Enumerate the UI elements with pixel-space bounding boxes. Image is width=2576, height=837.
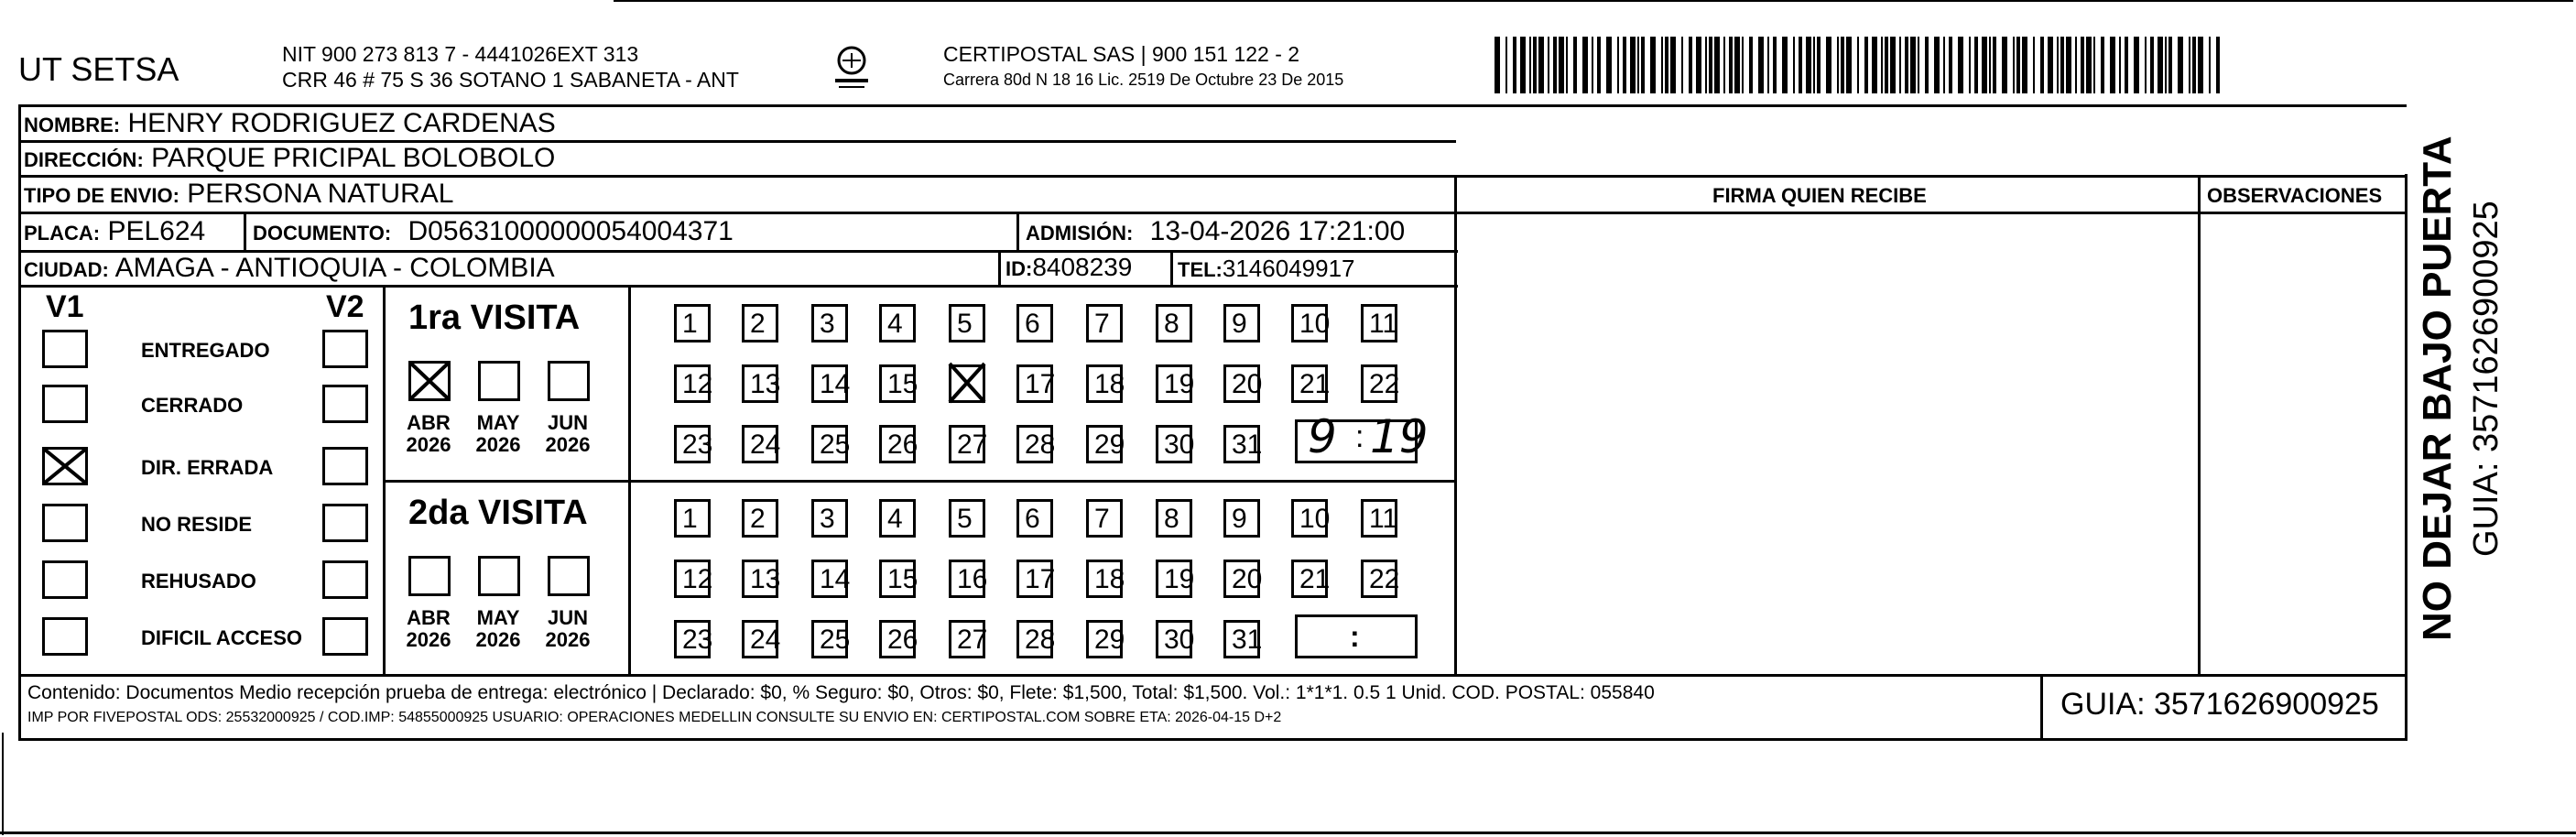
v2-checkbox[interactable]: [322, 385, 368, 423]
doc-admision-line: [1016, 212, 1019, 250]
visit-divider: [383, 480, 1456, 483]
barcode-bar: [1773, 37, 1777, 93]
barcode-bar: [1538, 37, 1544, 93]
day-box[interactable]: 4: [879, 304, 916, 342]
day-box[interactable]: 22: [1361, 560, 1397, 598]
day-box[interactable]: 1: [674, 499, 711, 538]
barcode-bar: [1749, 37, 1753, 93]
obs-left-line: [2198, 175, 2201, 675]
barcode-bar: [1689, 37, 1692, 93]
barcode-bar: [2178, 37, 2183, 93]
barcode-bar: [1505, 37, 1507, 93]
day-box[interactable]: 8: [1156, 304, 1192, 342]
time-separator: :: [1355, 419, 1364, 454]
day-box[interactable]: 10: [1291, 499, 1328, 538]
barcode-bar: [2016, 37, 2020, 93]
barcode-bar: [1846, 37, 1852, 93]
day-box[interactable]: 5: [949, 499, 985, 538]
no-dejar-warning: NO DEJAR BAJO PUERTA: [2415, 136, 2460, 641]
firma-left-line: [1454, 175, 1457, 675]
nombre-label: NOMBRE:: [24, 114, 121, 136]
scan-top-line: [614, 0, 2573, 2]
placa-doc-line: [244, 212, 246, 250]
month-name: JUN: [547, 606, 588, 629]
barcode-bar: [1513, 37, 1516, 93]
barcode-bar: [2192, 37, 2196, 93]
barcode-bar: [1881, 37, 1883, 93]
status-label: CERRADO: [141, 394, 244, 417]
day-box[interactable]: 19: [1156, 560, 1192, 598]
day-box[interactable]: 7: [1086, 304, 1123, 342]
barcode-bar: [1857, 37, 1859, 93]
barcode-bar: [1949, 37, 1952, 93]
barcode-bar: [2075, 37, 2077, 93]
nit-line-1: NIT 900 273 813 7 - 4441026EXT 313: [282, 42, 639, 66]
month-label: [540, 412, 595, 456]
barcode-bar: [2013, 37, 2015, 93]
month-name: ABR: [407, 606, 451, 629]
day-box[interactable]: 27: [949, 620, 985, 658]
month-label: [471, 607, 526, 651]
day-box[interactable]: 14: [811, 364, 848, 403]
day-box[interactable]: 31: [1223, 425, 1260, 463]
barcode-bar: [1837, 37, 1839, 93]
scan-left-edge: [2, 733, 4, 835]
day-box[interactable]: 30: [1156, 620, 1192, 658]
day-box[interactable]: 10: [1291, 304, 1328, 342]
direccion-field: [24, 145, 555, 172]
v2-checkbox[interactable]: [322, 560, 368, 599]
day-box[interactable]: 24: [742, 620, 778, 658]
month-year: 2026: [406, 628, 451, 652]
day-box[interactable]: 6: [1016, 499, 1053, 538]
row-line-3: [18, 212, 2407, 214]
month-label: [471, 412, 526, 456]
placa-field: [24, 218, 205, 245]
barcode-bar: [1729, 37, 1733, 93]
day-box[interactable]: 24: [742, 425, 778, 463]
day-box[interactable]: 15: [879, 364, 916, 403]
barcode-bar: [1661, 37, 1663, 93]
v1-header: V1: [46, 289, 84, 324]
id-label: ID:: [1005, 257, 1033, 280]
barcode-bar: [1553, 37, 1557, 93]
barcode-bar: [2033, 37, 2035, 93]
status-label: NO RESIDE: [141, 513, 253, 536]
day-box[interactable]: 25: [811, 620, 848, 658]
admision-value: 13-04-2026 17:21:00: [1149, 216, 1406, 246]
day-box[interactable]: 2: [742, 304, 778, 342]
month-year: 2026: [545, 628, 591, 652]
day-box[interactable]: 11: [1361, 304, 1397, 342]
admision-label: ADMISIÓN:: [1026, 222, 1134, 245]
v2-checkbox[interactable]: [322, 504, 368, 542]
v2-header: V2: [326, 289, 364, 324]
day-box[interactable]: 25: [811, 425, 848, 463]
barcode-bar: [2168, 37, 2172, 93]
barcode-bar: [1969, 37, 1971, 93]
month-year: 2026: [475, 628, 521, 652]
tipo-field: [24, 180, 453, 208]
row-line-2: [18, 175, 2407, 178]
day-box[interactable]: 23: [674, 620, 711, 658]
barcode-bar: [1592, 37, 1593, 93]
barcode-bar: [1934, 37, 1940, 93]
day-box[interactable]: 9: [1223, 304, 1260, 342]
nombre-field: [24, 110, 556, 137]
time-hour: 9: [1308, 410, 1337, 463]
day-box[interactable]: 13: [742, 560, 778, 598]
barcode-bar: [1670, 37, 1676, 93]
barcode-bar: [2057, 37, 2059, 93]
barcode-bar: [1993, 37, 1996, 93]
day-box[interactable]: 12: [674, 364, 711, 403]
documento-label: DOCUMENTO:: [253, 222, 392, 245]
frame-left: [18, 104, 21, 740]
id-tel-line: [1170, 250, 1173, 285]
month-checkbox[interactable]: [478, 556, 520, 596]
barcode-bar: [1566, 37, 1568, 93]
barcode-bar: [1637, 37, 1639, 93]
tel-label: TEL:: [1178, 258, 1223, 281]
documento-value: D05631000000054004371: [408, 216, 734, 246]
barcode-bar: [1548, 37, 1549, 93]
status-label: DIFICIL ACCESO: [141, 626, 303, 649]
time-minute: 19: [1370, 410, 1429, 463]
barcode-bar: [1826, 37, 1831, 93]
barcode-bar: [1890, 37, 1896, 93]
month-name: JUN: [547, 411, 588, 434]
v1-check-mark: [42, 447, 88, 485]
day-box[interactable]: 14: [811, 560, 848, 598]
barcode-bar: [2158, 37, 2163, 93]
barcode-bar: [1782, 37, 1788, 93]
month-checkbox[interactable]: [408, 556, 451, 596]
ciudad-id-line: [998, 250, 1001, 285]
day-box[interactable]: 20: [1223, 560, 1260, 598]
day-box[interactable]: 28: [1016, 425, 1053, 463]
barcode-bar: [2101, 37, 2104, 93]
direccion-value: PARQUE PRICIPAL BOLOBOLO: [151, 143, 556, 173]
day-box[interactable]: 12: [674, 560, 711, 598]
direccion-label: DIRECCIÓN:: [24, 148, 144, 171]
day-box[interactable]: 5: [949, 304, 985, 342]
barcode-bar: [1734, 37, 1740, 93]
barcode-bar: [1529, 37, 1531, 93]
barcode-bar: [1806, 37, 1811, 93]
v2-checkbox[interactable]: [322, 330, 368, 368]
tipo-label: TIPO DE ENVIO:: [24, 184, 179, 207]
day-box[interactable]: 21: [1291, 364, 1328, 403]
day-box[interactable]: 29: [1086, 425, 1123, 463]
day-box[interactable]: 1: [674, 304, 711, 342]
day-box[interactable]: 2: [742, 499, 778, 538]
month-year: 2026: [475, 433, 521, 457]
barcode-bar: [2125, 37, 2128, 93]
barcode-bar: [2198, 37, 2203, 93]
barcode-bar: [2119, 37, 2121, 93]
day-box[interactable]: 3: [811, 304, 848, 342]
day-box[interactable]: 21: [1291, 560, 1328, 598]
barcode: [1495, 0, 2227, 101]
barcode-bar: [2145, 37, 2147, 93]
barcode-bar: [1982, 37, 1987, 93]
ciudad-label: CIUDAD:: [24, 258, 109, 281]
day-box[interactable]: 19: [1156, 364, 1192, 403]
barcode-bar: [1813, 37, 1815, 93]
day-box[interactable]: 15: [879, 560, 916, 598]
barcode-bar: [1989, 37, 1991, 93]
barcode-bar: [1723, 37, 1725, 93]
barcode-bar: [1597, 37, 1601, 93]
month-year: 2026: [406, 433, 451, 457]
certipostal-logo: [815, 40, 888, 95]
company-name: UT SETSA: [18, 50, 179, 88]
barcode-bar: [1864, 37, 1868, 93]
month-checkbox[interactable]: [548, 361, 590, 401]
day-box[interactable]: 6: [1016, 304, 1053, 342]
barcode-bar: [2110, 37, 2115, 93]
barcode-bar: [1681, 37, 1683, 93]
firma-header: FIRMA QUIEN RECIBE: [1712, 184, 1927, 207]
visit-title: 1ra VISITA: [408, 299, 581, 337]
v1-checkbox[interactable]: [42, 385, 88, 423]
barcode-bar: [1925, 37, 1929, 93]
barcode-bar: [2066, 37, 2071, 93]
barcode-bar: [1742, 37, 1744, 93]
day-box[interactable]: 22: [1361, 364, 1397, 403]
barcode-bar: [1841, 37, 1844, 93]
barcode-bar: [2150, 37, 2154, 93]
month-label: [540, 607, 595, 651]
day-box[interactable]: 26: [879, 620, 916, 658]
placa-value: PEL624: [107, 216, 206, 246]
nombre-value: HENRY RODRIGUEZ CARDENAS: [127, 108, 556, 138]
tel-field: [1178, 256, 1355, 280]
carrier-line-2: Carrera 80d N 18 16 Lic. 2519 De Octubre 23 De 2015: [943, 71, 1344, 89]
documento-field: [253, 218, 734, 245]
month-name: ABR: [407, 411, 451, 434]
day-box[interactable]: 16: [949, 560, 985, 598]
v2-checkbox[interactable]: [322, 447, 368, 485]
barcode-bar: [1630, 37, 1636, 93]
day-box[interactable]: 30: [1156, 425, 1192, 463]
frame-top: [18, 104, 2407, 107]
barcode-bar: [1799, 37, 1802, 93]
barcode-bar: [2165, 37, 2167, 93]
carrier-line-1: CERTIPOSTAL SAS | 900 151 122 - 2: [943, 42, 1300, 66]
row-line-footer: [18, 674, 2407, 677]
barcode-bar: [2002, 37, 2007, 93]
day-box[interactable]: 17: [1016, 364, 1053, 403]
barcode-bar: [2189, 37, 2190, 93]
barcode-bar: [1974, 37, 1978, 93]
barcode-bar: [1709, 37, 1712, 93]
status-label: REHUSADO: [141, 570, 256, 592]
day-box[interactable]: 23: [674, 425, 711, 463]
month-checkbox[interactable]: [548, 556, 590, 596]
tel-value: 3146049917: [1222, 255, 1355, 282]
barcode-bar: [1817, 37, 1821, 93]
status-label: ENTREGADO: [141, 339, 270, 362]
guia-box-line: [2040, 674, 2043, 740]
day-box[interactable]: 7: [1086, 499, 1123, 538]
barcode-bar: [1582, 37, 1588, 93]
month-label: [401, 607, 456, 651]
day-box[interactable]: 29: [1086, 620, 1123, 658]
v2-checkbox[interactable]: [322, 617, 368, 656]
barcode-bar: [1910, 37, 1916, 93]
barcode-bar: [2040, 37, 2044, 93]
time-separator: :: [1350, 620, 1360, 653]
day-box[interactable]: 11: [1361, 499, 1397, 538]
day-box[interactable]: 13: [742, 364, 778, 403]
month-label: [401, 412, 456, 456]
day-check-mark: [947, 361, 987, 405]
barcode-bar: [1872, 37, 1877, 93]
admision-field: [1026, 218, 1405, 245]
frame-right: [2405, 174, 2408, 740]
barcode-bar: [1899, 37, 1901, 93]
barcode-bar: [1520, 37, 1526, 93]
barcode-bar: [1767, 37, 1769, 93]
barcode-bar: [1623, 37, 1626, 93]
contenido-text: Contenido: Documentos Medio recepción prueba de entrega: electrónico | Declarado: $0, % Seguro: $0, Otros: $0, Flete: $1,500, Total: $1,500. Vol.: 1*1*1. 0.5 1 Unid. COD. POSTAL: 055840: [27, 682, 1655, 703]
day-box[interactable]: 26: [879, 425, 916, 463]
day-box[interactable]: 9: [1223, 499, 1260, 538]
v1-checkbox[interactable]: [42, 560, 88, 599]
day-box[interactable]: 3: [811, 499, 848, 538]
barcode-bar: [1758, 37, 1764, 93]
guia-box-text: GUIA: 3571626900925: [2060, 687, 2379, 722]
barcode-bar: [1573, 37, 1577, 93]
barcode-bar: [1533, 37, 1537, 93]
barcode-bar: [1606, 37, 1612, 93]
visit-title: 2da VISITA: [408, 494, 588, 532]
barcode-bar: [1696, 37, 1701, 93]
month-year: 2026: [545, 433, 591, 457]
barcode-bar: [1793, 37, 1795, 93]
frame-bottom: [18, 738, 2408, 741]
side-guia-number: GUIA: 3571626900925: [2467, 201, 2505, 557]
barcode-bar: [1918, 37, 1919, 93]
barcode-bar: [1885, 37, 1888, 93]
v1-checkbox[interactable]: [42, 330, 88, 368]
barcode-bar: [2048, 37, 2053, 93]
barcode-bar: [1958, 37, 1963, 93]
barcode-bar: [1705, 37, 1707, 93]
day-box[interactable]: 18: [1086, 560, 1123, 598]
month-checkbox[interactable]: [478, 361, 520, 401]
month-check-mark: [408, 361, 451, 401]
day-box[interactable]: 4: [879, 499, 916, 538]
barcode-bar: [1943, 37, 1945, 93]
scan-bottom-line: [0, 832, 2576, 834]
barcode-bar: [1905, 37, 1908, 93]
placa-label: PLACA:: [24, 222, 101, 245]
ciudad-value: AMAGA - ANTIOQUIA - COLOMBIA: [114, 253, 555, 283]
barcode-bar: [2060, 37, 2064, 93]
day-box[interactable]: 31: [1223, 620, 1260, 658]
ciudad-field: [24, 255, 555, 282]
observaciones-header: OBSERVACIONES: [2207, 184, 2383, 207]
id-field: [1005, 255, 1132, 280]
barcode-bar: [2081, 37, 2084, 93]
barcode-bar: [1559, 37, 1564, 93]
v1-checkbox[interactable]: [42, 617, 88, 656]
month-name: MAY: [476, 606, 520, 629]
barcode-bar: [2086, 37, 2092, 93]
barcode-bar: [2134, 37, 2139, 93]
barcode-bar: [2093, 37, 2095, 93]
day-box[interactable]: 18: [1086, 364, 1123, 403]
barcode-bar: [1714, 37, 1720, 93]
barcode-bar: [1641, 37, 1645, 93]
v1-checkbox[interactable]: [42, 504, 88, 542]
day-box[interactable]: 20: [1223, 364, 1260, 403]
row-line-5: [18, 285, 1458, 288]
day-box[interactable]: 8: [1156, 499, 1192, 538]
status-label: DIR. ERRADA: [141, 456, 274, 479]
day-box[interactable]: 28: [1016, 620, 1053, 658]
barcode-bar: [2022, 37, 2027, 93]
barcode-bar: [2209, 37, 2211, 93]
barcode-bar: [1617, 37, 1619, 93]
barcode-bar: [1650, 37, 1656, 93]
barcode-bar: [2216, 37, 2220, 93]
tipo-value: PERSONA NATURAL: [187, 179, 454, 209]
id-value: 8408239: [1032, 253, 1133, 281]
month-name: MAY: [476, 411, 520, 434]
nit-line-2: CRR 46 # 75 S 36 SOTANO 1 SABANETA - ANT: [282, 68, 739, 92]
barcode-bar: [1495, 37, 1500, 93]
imp-text: IMP POR FIVEPOSTAL ODS: 25532000925 / COD.IMP: 54855000925 USUARIO: OPERACIONES MEDELLIN CONSULTE SU ENVIO EN: CERTIPOSTAL.COM SOBRE ETA: 2026-04-15 D+2: [27, 710, 1282, 725]
day-box[interactable]: 17: [1016, 560, 1053, 598]
day-box[interactable]: 27: [949, 425, 985, 463]
barcode-bar: [1665, 37, 1668, 93]
